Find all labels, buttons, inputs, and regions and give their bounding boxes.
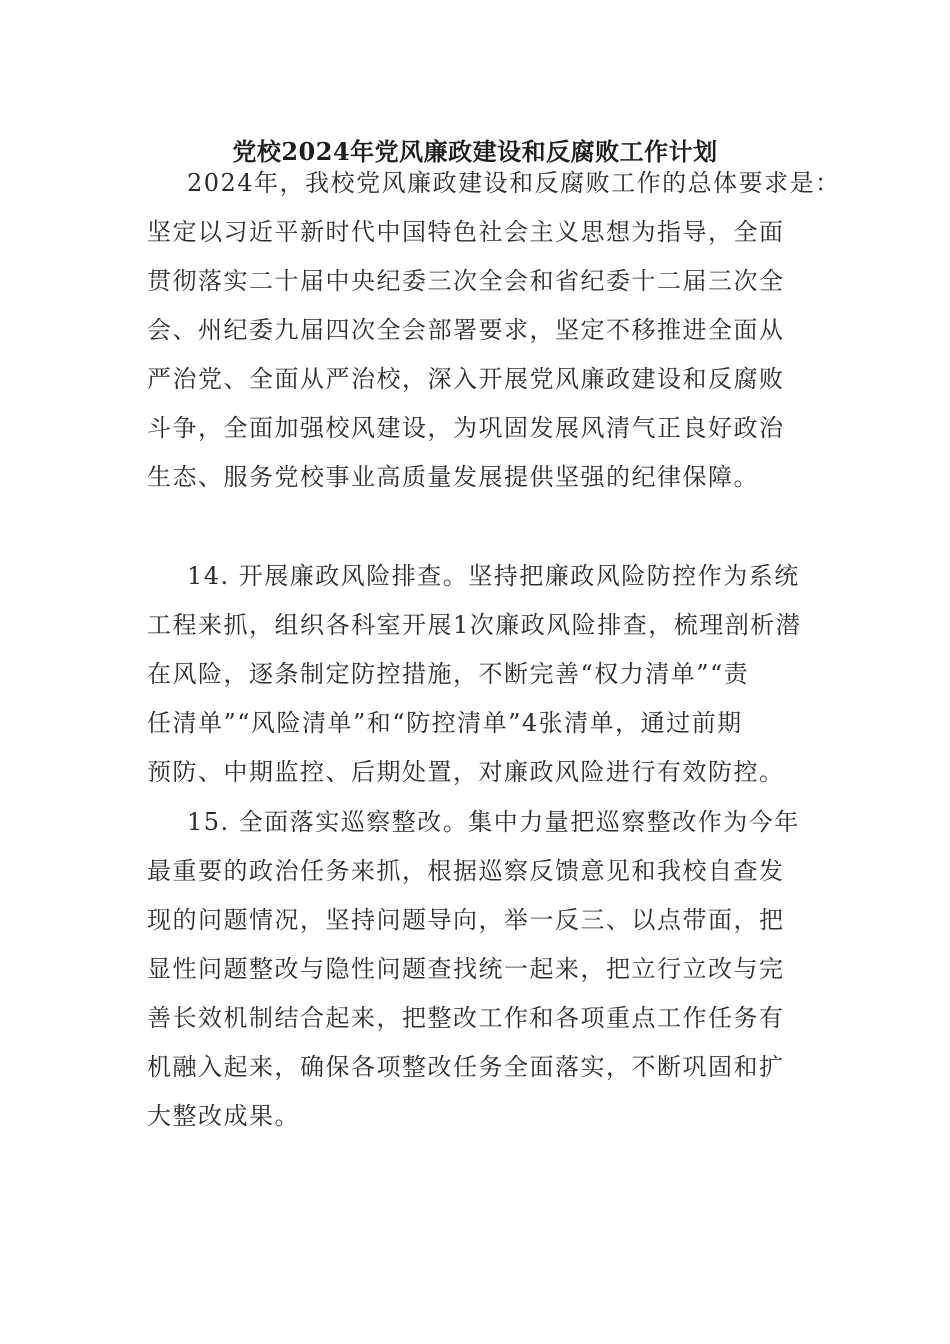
paragraph-line: 任清单”“风险清单”和“防控清单”4张清单，通过前期 bbox=[147, 709, 743, 737]
paragraph-line: 斗争，全面加强校风建设，为巩固发展风清气正良好政治 bbox=[147, 414, 785, 442]
paragraph-general-requirements bbox=[147, 159, 841, 502]
paragraph-line: 工程来抓，组织各科室开展1次廉政风险排查，梳理剖析潜 bbox=[147, 611, 802, 639]
paragraph-line: 2024年，我校党风廉政建设和反腐败工作的总体要求是： bbox=[187, 169, 841, 197]
paragraph-line: 大整改成果。 bbox=[147, 1102, 300, 1130]
document-title: 党校2024年党风廉政建设和反腐败工作计划 bbox=[232, 137, 718, 166]
paragraph-line: 15. 全面落实巡察整改。集中力量把巡察整改作为今年 bbox=[187, 808, 800, 836]
paragraph-line: 生态、服务党校事业高质量发展提供坚强的纪律保障。 bbox=[147, 463, 759, 491]
paragraph-line: 显性问题整改与隐性问题查找统一起来，把立行立改与完 bbox=[147, 955, 785, 983]
paragraph-line: 在风险，逐条制定防控措施，不断完善“权力清单”“责 bbox=[147, 660, 750, 688]
paragraph-line: 14. 开展廉政风险排查。坚持把廉政风险防控作为系统 bbox=[187, 562, 800, 590]
paragraph-line: 预防、中期监控、后期处置，对廉政风险进行有效防控。 bbox=[147, 758, 785, 786]
paragraph-line: 贯彻落实二十届中央纪委三次全会和省纪委十二届三次全 bbox=[147, 267, 785, 295]
paragraph-line: 严治党、全面从严治校，深入开展党风廉政建设和反腐败 bbox=[147, 365, 785, 393]
paragraph-line: 机融入起来，确保各项整改任务全面落实，不断巩固和扩 bbox=[147, 1053, 785, 1081]
paragraph-line: 现的问题情况，坚持问题导向，举一反三、以点带面，把 bbox=[147, 906, 785, 934]
paragraph-item-14 bbox=[147, 552, 817, 797]
paragraph-item-15 bbox=[147, 798, 817, 1141]
paragraph-line: 会、州纪委九届四次全会部署要求，坚定不移推进全面从 bbox=[147, 316, 785, 344]
paragraph-line: 最重要的政治任务来抓，根据巡察反馈意见和我校自查发 bbox=[147, 857, 785, 885]
paragraph-line: 坚定以习近平新时代中国特色社会主义思想为指导，全面 bbox=[147, 218, 785, 246]
paragraph-line: 善长效机制结合起来，把整改工作和各项重点工作任务有 bbox=[147, 1004, 785, 1032]
